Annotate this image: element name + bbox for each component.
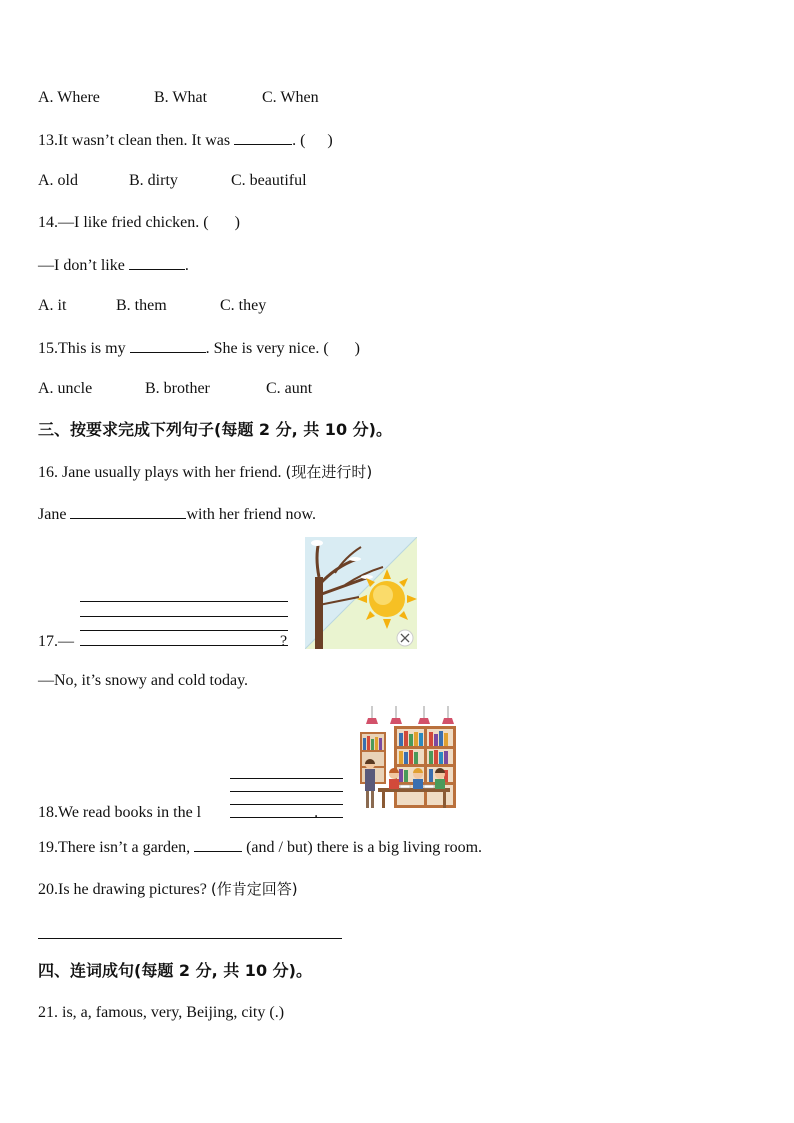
question-20 — [38, 879, 298, 900]
question-14-reply — [38, 255, 189, 276]
option-a: A. old — [38, 172, 78, 189]
reply-tail: . — [184, 257, 189, 274]
answer-blank[interactable] — [70, 504, 186, 519]
library-image — [358, 706, 458, 810]
question-note: (现在进行时) — [285, 463, 373, 481]
answer-start: Jane — [38, 506, 67, 523]
answer-blank[interactable] — [130, 338, 206, 353]
question-16 — [38, 462, 372, 483]
question-14 — [38, 213, 240, 233]
q14-options — [38, 296, 266, 316]
paren-close: ) — [234, 214, 240, 231]
close-icon[interactable] — [397, 630, 413, 646]
option-b: B. dirty — [129, 172, 178, 189]
answer-line-1[interactable] — [80, 601, 288, 602]
option-c: C. they — [220, 297, 267, 314]
paren-close: ) — [327, 132, 333, 149]
option-c: C. When — [262, 89, 319, 106]
answer-line-1[interactable] — [230, 778, 343, 779]
q15-options — [38, 379, 312, 399]
question-17 — [38, 632, 287, 652]
option-a: A. Where — [38, 89, 100, 106]
option-b: B. What — [154, 89, 208, 106]
option-b: B. brother — [145, 380, 210, 397]
question-17-reply: —No, it’s snowy and cold today. — [38, 672, 249, 689]
option-a: A. uncle — [38, 380, 93, 397]
answer-line-3[interactable] — [80, 630, 288, 631]
question-text: 20.Is he drawing pictures? — [38, 881, 207, 898]
answer-blank[interactable] — [234, 130, 292, 145]
answer-line-2[interactable] — [230, 791, 343, 792]
question-text: 15.This is my — [38, 340, 126, 357]
answer-line[interactable] — [38, 938, 342, 939]
answer-end: with her friend now. — [186, 506, 317, 523]
answer-blank[interactable] — [129, 255, 185, 270]
question-tail: . ( — [292, 132, 306, 149]
question-15 — [38, 338, 360, 359]
question-19 — [38, 837, 482, 858]
library-bookshelf-icon — [358, 706, 458, 810]
question-13 — [38, 130, 333, 151]
question-16-answer — [38, 504, 316, 525]
q13-options — [38, 171, 307, 191]
reply-text: —I don’t like — [38, 257, 125, 274]
option-a: A. it — [38, 297, 67, 314]
answer-blank[interactable] — [194, 837, 242, 852]
option-c: C. aunt — [266, 380, 313, 397]
answer-line-2[interactable] — [80, 616, 288, 617]
question-text: 14.—I like fried chicken. ( — [38, 214, 209, 231]
question-note: (作肯定回答) — [210, 880, 298, 898]
option-b: B. them — [116, 297, 167, 314]
question-text: 16. Jane usually plays with her friend. — [38, 464, 282, 481]
question-prefix: 17.— — [38, 633, 74, 650]
question-end: ? — [280, 633, 288, 650]
section-4-heading: 四、连词成句(每题 2 分, 共 10 分)。 — [38, 961, 312, 980]
section-3-heading: 三、按要求完成下列句子(每题 2 分, 共 10 分)。 — [38, 420, 392, 439]
question-end: . — [314, 804, 319, 821]
question-21: 21. is, a, famous, very, Beijing, city (.) — [38, 1004, 285, 1021]
question-18 — [38, 803, 318, 823]
q12-options — [38, 88, 319, 108]
paren-close: ) — [354, 340, 360, 357]
question-tail: . She is very nice. ( — [205, 340, 329, 357]
question-text: 19.There isn’t a garden, — [38, 839, 191, 856]
question-text: 18.We read books in the l — [38, 804, 202, 821]
question-text: 13.It wasn’t clean then. It was — [38, 132, 231, 149]
option-c: C. beautiful — [231, 172, 307, 189]
question-tail: (and / but) there is a big living room. — [246, 839, 483, 856]
